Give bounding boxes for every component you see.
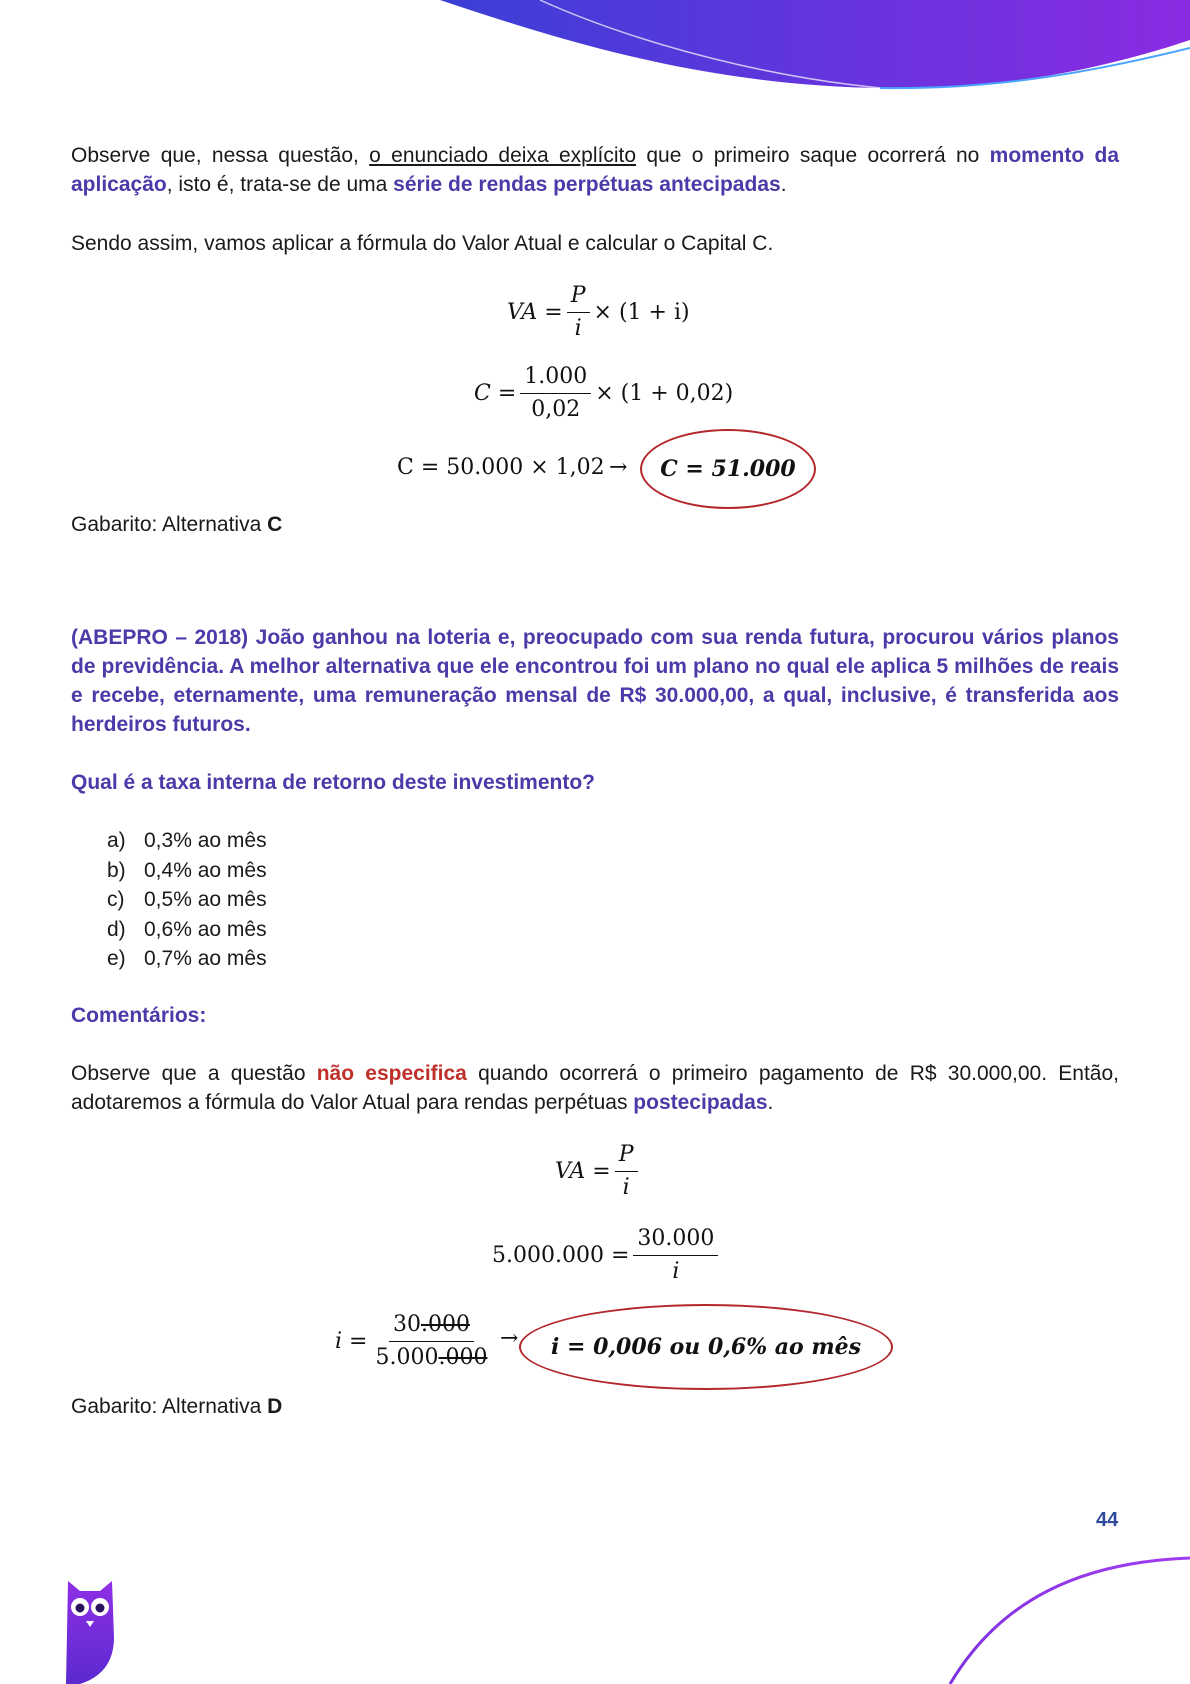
fraction [633, 1226, 718, 1285]
fraction-numerator: P [567, 283, 590, 313]
fraction-denominator: i [672, 1259, 680, 1284]
fraction [520, 364, 591, 423]
comments-heading: Comentários: [71, 1004, 207, 1027]
option-item [107, 944, 267, 974]
arrow-icon: → [500, 1326, 519, 1351]
highlight-phrase-red: não especifica [316, 1062, 467, 1085]
equation-rate [335, 1312, 495, 1371]
fraction-denominator [371, 1342, 491, 1371]
fraction [615, 1142, 638, 1201]
equation-substitution [492, 1226, 722, 1285]
equation-va-antecipada [507, 283, 690, 342]
fraction-denominator: i [574, 316, 582, 341]
formula-intro-paragraph: Sendo assim, vamos aplicar a fórmula do Valor Atual e calcular o Capital C. [71, 232, 774, 255]
fraction-numerator: P [615, 1142, 638, 1172]
option-letter: d) [107, 917, 126, 941]
option-text: 0,5% ao mês [144, 888, 267, 911]
highlight-phrase: série de rendas perpétuas antecipadas [393, 173, 781, 196]
option-letter: c) [107, 888, 125, 911]
fraction [567, 283, 590, 342]
equation-rhs: × (1 + 0,02) [595, 381, 734, 406]
option-text: 0,7% ao mês [144, 947, 267, 970]
option-text: 0,4% ao mês [144, 858, 267, 882]
option-letter: e) [107, 947, 126, 970]
numerator-kept: 30 [392, 1312, 421, 1337]
equation-capital [474, 364, 733, 423]
text-segment: , isto é, trata-se de uma [166, 173, 394, 196]
answer-letter: D [267, 1395, 283, 1418]
fraction [371, 1312, 491, 1371]
comments-paragraph [71, 1059, 1119, 1117]
equation-lhs: VA = [507, 300, 563, 325]
result-value: C = 51.000 [660, 456, 796, 482]
arrow-icon: → [609, 455, 628, 480]
equation-va-postecipada [555, 1142, 642, 1201]
fraction-denominator: i [622, 1175, 630, 1200]
equation-capital-result-line [397, 455, 605, 480]
equation-lhs: C = 50.000 × 1,02 [397, 455, 605, 480]
underlined-phrase: o enunciado deixa explícito [369, 144, 637, 167]
highlight-phrase: momento da aplicação [71, 144, 1120, 196]
option-item [107, 856, 267, 886]
equation-lhs: C = [474, 381, 517, 406]
fraction-numerator [389, 1312, 474, 1342]
numerator-cancelled: .000 [420, 1312, 470, 1337]
text-segment: . [767, 1091, 774, 1114]
question-prompt: Qual é a taxa interna de retorno deste investimento? [71, 771, 595, 794]
fraction-denominator: 0,02 [531, 397, 581, 422]
fraction-numerator: 1.000 [520, 364, 591, 394]
owl-logo-icon [62, 1577, 118, 1684]
option-letter: b) [107, 858, 126, 882]
result-oval [519, 1304, 893, 1390]
footer-wave-icon [920, 1550, 1190, 1684]
equation-lhs: VA = [555, 1159, 611, 1184]
answer-line [71, 510, 1119, 539]
answer-options [107, 826, 267, 974]
fraction-numerator: 30.000 [633, 1226, 718, 1256]
page-number: 44 [1096, 1509, 1119, 1531]
option-item [107, 915, 267, 945]
equation-lhs: 5.000.000 = [492, 1243, 630, 1268]
option-item [107, 885, 267, 915]
answer-letter: C [267, 513, 283, 536]
intro-paragraph [71, 141, 1119, 199]
denominator-cancelled: .000 [438, 1345, 488, 1370]
question-statement: (ABEPRO – 2018) João ganhou na loteria e, preocupado com sua renda futura, procurou vários planos de previdência. A melhor alternativa que ele encontrou foi um plano no qual ele aplica 5 milhões de reais e recebe, eternamente, uma remuneração mensal de R$ 30.000,00, a qual, inclusive, é transferida aos herdeiros futuros. [71, 626, 1119, 736]
option-text: 0,6% ao mês [144, 917, 267, 941]
option-letter: a) [107, 829, 126, 852]
text-segment: quando ocorrerá o primeiro pagamento de R$ 30.000,00. Então, adotaremos a fórmula do Valor Atual para rendas perpétuas [71, 1062, 1119, 1114]
equation-rhs: × (1 + i) [593, 300, 690, 325]
result-value: i = 0,006 ou 0,6% ao mês [550, 1334, 862, 1360]
answer-label: Gabarito: Alternativa [71, 1395, 268, 1418]
denominator-kept: 5.000 [375, 1345, 439, 1370]
header-wave-icon [0, 0, 1190, 100]
answer-line [71, 1392, 1119, 1421]
option-item [107, 826, 267, 856]
text-segment: que o primeiro saque ocorrerá no [636, 144, 990, 167]
answer-label: Gabarito: Alternativa [71, 513, 268, 536]
text-segment: Observe que, nessa questão, [71, 144, 370, 167]
text-segment: . [780, 173, 787, 196]
text-segment: Observe que a questão [71, 1062, 317, 1085]
highlight-phrase: postecipadas [633, 1091, 768, 1114]
result-oval [640, 429, 816, 509]
option-text: 0,3% ao mês [144, 829, 267, 852]
equation-lhs: i = [335, 1329, 368, 1354]
